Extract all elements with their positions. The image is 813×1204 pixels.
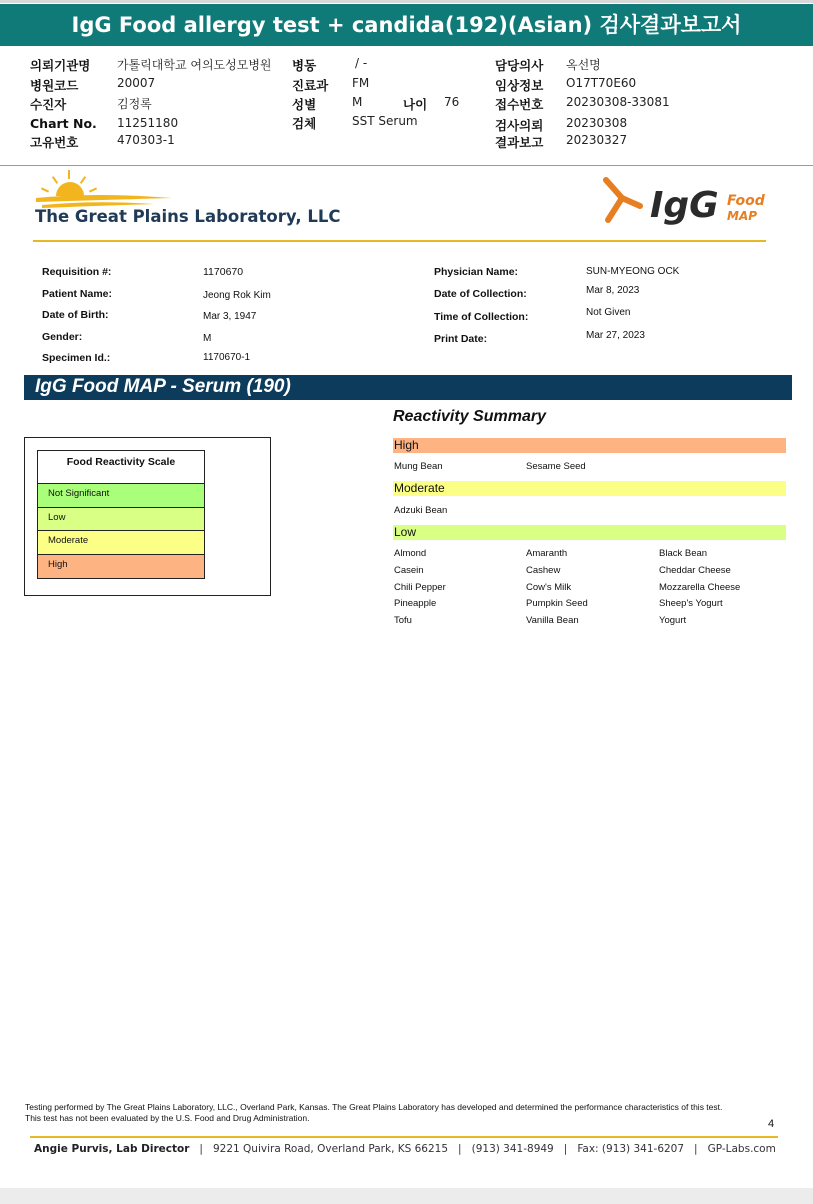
reactivity-scale-table [37, 450, 205, 579]
info-label: 접수번호 [495, 97, 544, 112]
food-logo-text: Food [727, 193, 765, 209]
level-bar-moderate: Moderate [393, 481, 786, 496]
food-item: Pumpkin Seed [526, 598, 588, 609]
info-label: 병동 [292, 58, 317, 73]
food-item: Chili Pepper [394, 582, 446, 593]
footer-rule [30, 1136, 778, 1138]
food-item: Casein [394, 565, 424, 576]
food-item: Almond [394, 548, 427, 559]
info-value: 20230308-33081 [566, 95, 670, 109]
info-value: 김정록 [117, 97, 152, 111]
req-label: Time of Collection: [434, 311, 529, 323]
info-value: FM [352, 76, 370, 90]
scale-title: Food Reactivity Scale [38, 451, 204, 484]
patient-info-block [0, 52, 813, 162]
lab-website[interactable]: GP-Labs.com [707, 1143, 776, 1155]
req-label: Date of Birth: [42, 309, 109, 321]
req-value: M [203, 333, 212, 344]
req-value: Mar 27, 2023 [586, 330, 645, 341]
lab-name: The Great Plains Laboratory, LLC [35, 207, 341, 226]
level-bar-high: High [393, 438, 786, 453]
report-title: IgG Food allergy test + candida(192)(Asian) 검사결과보고서 [71, 13, 742, 37]
info-label: 검체 [292, 116, 317, 131]
map-logo-text: MAP [727, 209, 758, 223]
info-label: 의뢰기관명 [30, 58, 91, 73]
food-item: Cashew [526, 565, 561, 576]
lab-address: 9221 Quivira Road, Overland Park, KS 66215 [212, 1143, 449, 1155]
scale-row-high: High [38, 555, 204, 579]
food-item: Sesame Seed [526, 461, 586, 472]
info-value: 20230308 [566, 116, 628, 130]
food-item: Sheep's Yogurt [659, 598, 723, 609]
req-label: Specimen Id.: [42, 352, 111, 364]
lab-director: Angie Purvis, Lab Director [34, 1143, 190, 1155]
info-label: 성별 [292, 97, 317, 112]
info-label: 병원코드 [30, 78, 79, 93]
lab-fax: Fax: (913) 341-6207 [577, 1143, 685, 1155]
req-label: Patient Name: [42, 288, 113, 300]
divider [0, 165, 813, 166]
info-label: 검사의뢰 [495, 118, 544, 133]
food-item: Cow's Milk [526, 582, 572, 593]
req-value: Mar 3, 1947 [203, 311, 257, 322]
igg-logo-text: IgG [650, 185, 719, 226]
info-label: 고유번호 [30, 135, 79, 150]
food-item: Amaranth [526, 548, 568, 559]
info-value: 11251180 [117, 116, 179, 130]
section-title: IgG Food MAP - Serum (190) [35, 376, 291, 397]
info-label: 나이 [403, 97, 428, 112]
scale-row-moderate: Moderate [38, 531, 204, 555]
info-label: 결과보고 [495, 135, 544, 150]
req-label: Print Date: [434, 333, 488, 345]
report-title-bar [0, 4, 813, 46]
food-item: Tofu [394, 615, 412, 626]
scale-row-not-significant: Not Significant [38, 484, 204, 508]
req-value: Not Given [586, 307, 631, 318]
level-bar-low: Low [393, 525, 786, 540]
req-value: Jeong Rok Kim [203, 290, 271, 301]
food-item: Mung Bean [394, 461, 443, 472]
req-label: Gender: [42, 331, 83, 343]
lab-phone: (913) 341-8949 [471, 1143, 554, 1155]
req-value: SUN-MYEONG OCK [586, 266, 680, 277]
page-bottom-margin [0, 1188, 813, 1204]
sun-logo-icon [34, 168, 174, 212]
scale-row-low: Low [38, 508, 204, 532]
footnote: Testing performed by The Great Plains Laboratory, LLC., Overland Park, Kansas. The Great Plains Laboratory has developed and determined the performance characteristics of this test. This test has not been evaluated by the U.S. Food and Drug Administration. [25, 1102, 723, 1123]
info-value: 76 [444, 95, 460, 109]
req-label: Requisition #: [42, 266, 112, 278]
top-border [0, 0, 813, 3]
info-label: 담당의사 [495, 58, 544, 73]
info-label: 수진자 [30, 97, 67, 112]
requisition-block [0, 262, 813, 372]
info-value: M [352, 95, 363, 109]
info-value: O17T70E60 [566, 76, 637, 90]
info-value: 20007 [117, 76, 156, 90]
reactivity-summary-title: Reactivity Summary [393, 408, 546, 425]
req-label: Physician Name: [434, 266, 519, 278]
food-item: Mozzarella Cheese [659, 582, 741, 593]
req-value: Mar 8, 2023 [586, 285, 640, 296]
info-value: SST Serum [352, 114, 418, 128]
info-label: 임상정보 [495, 78, 544, 93]
info-value: 20230327 [566, 133, 628, 147]
food-item: Black Bean [659, 548, 708, 559]
info-label: 진료과 [292, 78, 329, 93]
food-item: Vanilla Bean [526, 615, 579, 626]
info-label: Chart No. [30, 116, 97, 131]
info-value: / - [355, 56, 368, 70]
food-item: Cheddar Cheese [659, 565, 731, 576]
info-value: 470303-1 [117, 133, 175, 147]
header-rule [33, 240, 766, 242]
food-item: Adzuki Bean [394, 505, 448, 516]
food-item: Yogurt [659, 615, 687, 626]
food-item: Pineapple [394, 598, 437, 609]
req-value: 1170670 [203, 266, 244, 278]
info-value: 가톨릭대학교 여의도성모병원 [117, 58, 272, 72]
req-label: Date of Collection: [434, 288, 527, 300]
page-number: 4 [768, 1118, 775, 1130]
info-value: 옥선명 [566, 58, 601, 72]
req-value: 1170670-1 [203, 352, 251, 363]
footer-contact: Angie Purvis, Lab Director | 9221 Quivira Road, Overland Park, KS 66215 | (913) 341-8949 | Fax: (913) 341-6207 | GP-Labs.com [34, 1143, 776, 1155]
